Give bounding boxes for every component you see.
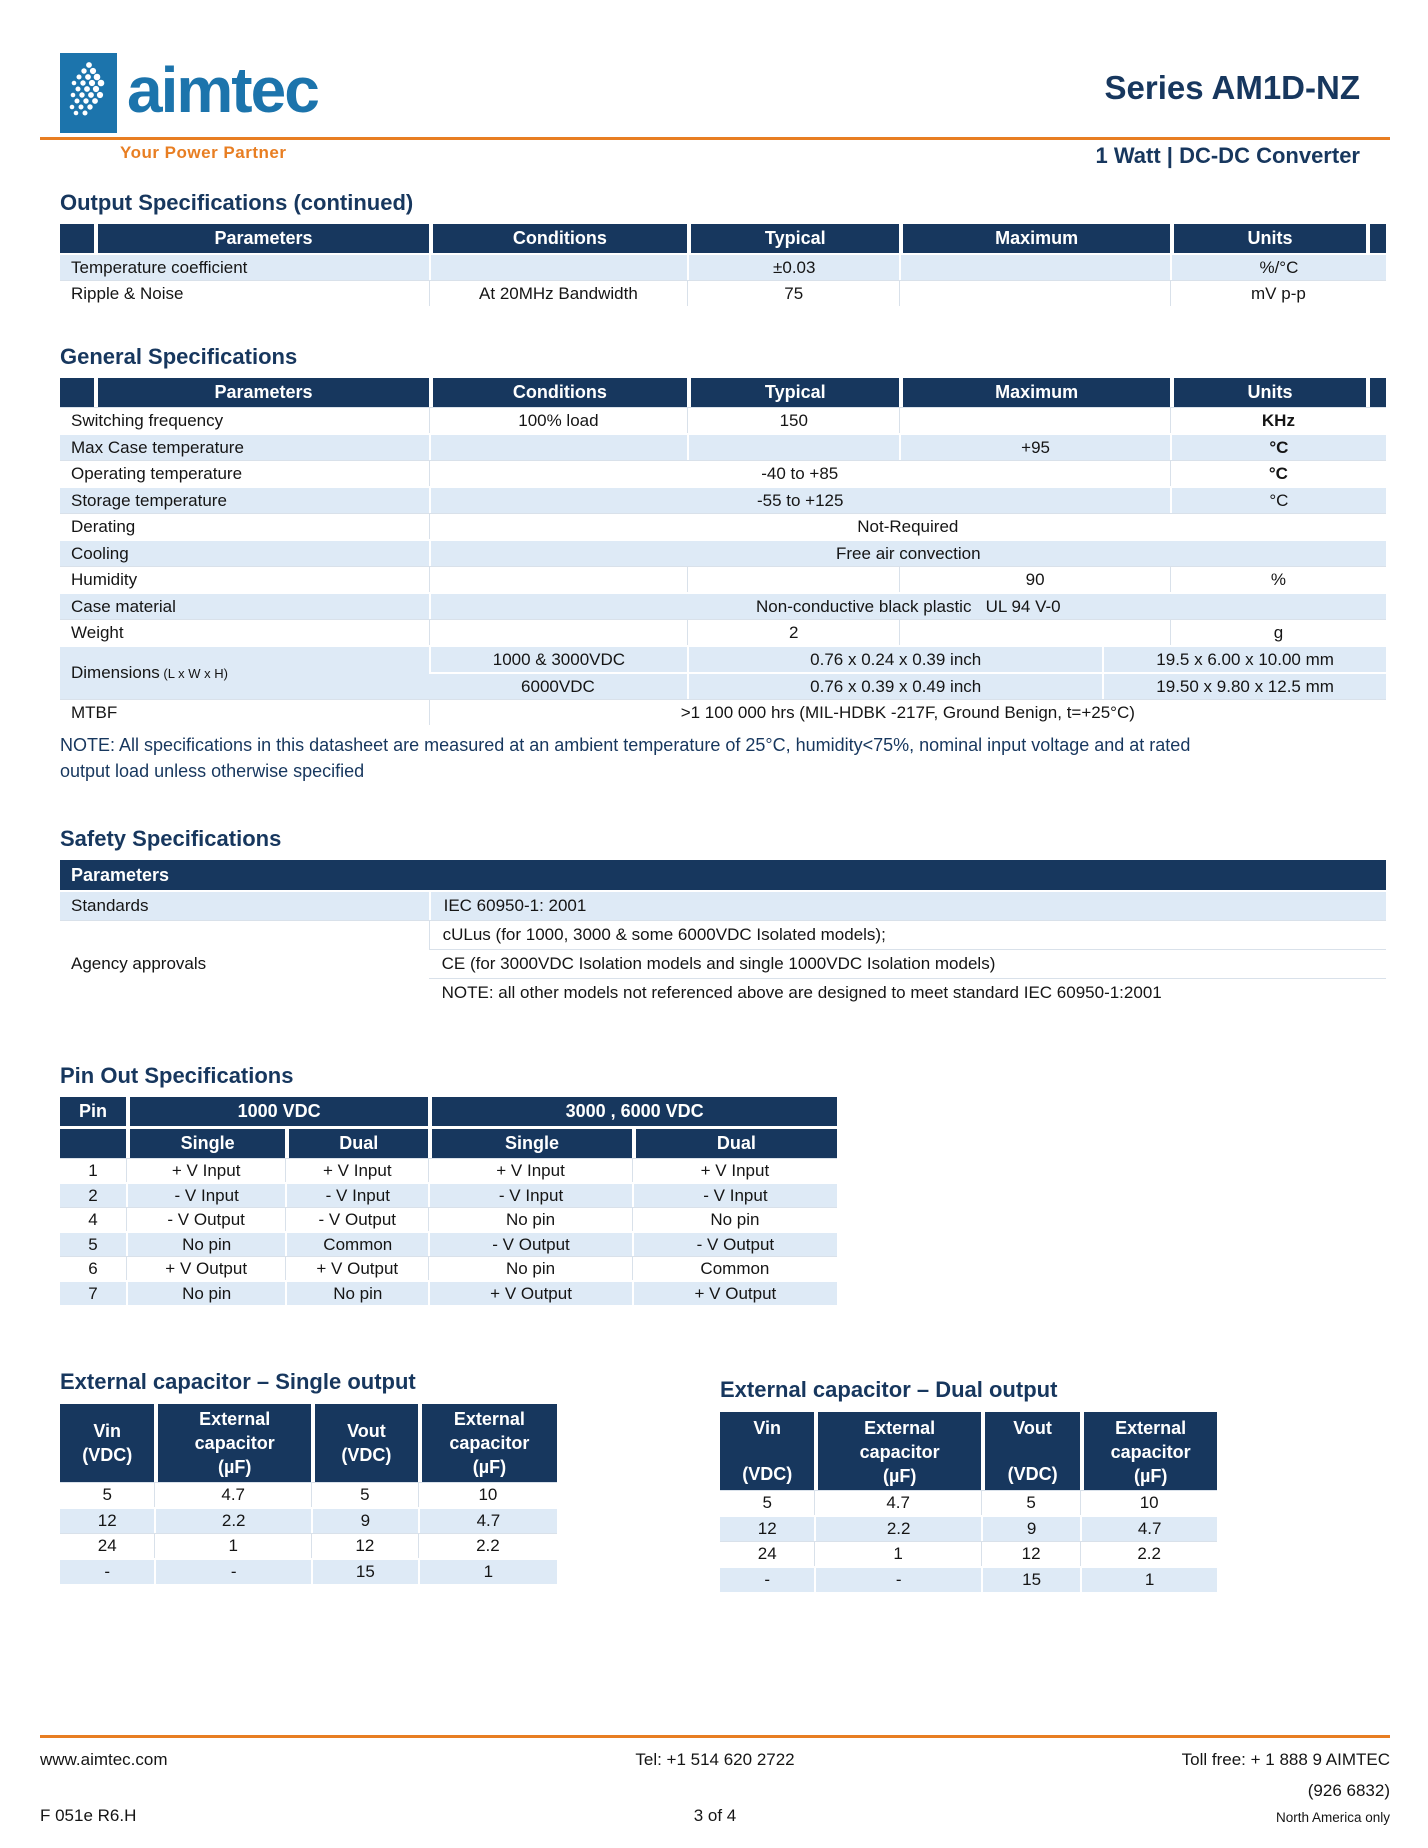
- section-title-cap-dual: External capacitor – Dual output: [720, 1377, 1058, 1402]
- value-cell: 10: [418, 1482, 557, 1507]
- col-header: [814, 1412, 980, 1490]
- table-row: [60, 539, 1386, 566]
- pin-function-cell: + V Input: [632, 1158, 837, 1182]
- value-cell: [899, 619, 1170, 645]
- footer-tel: Tel: +1 514 620 2722: [635, 1750, 795, 1769]
- section-title-cap-single: External capacitor – Single output: [60, 1369, 416, 1394]
- aimtec-logo: [60, 53, 318, 138]
- table-row: [60, 407, 1386, 433]
- pin-number-cell: 2: [60, 1182, 126, 1207]
- value-cell: NOTE: all other models not referenced above are designed to meet standard IEC 60950-1:2001: [429, 978, 1386, 1007]
- value-cell: -: [814, 1566, 980, 1592]
- param-cell: Standards: [60, 890, 429, 920]
- value-cell: [899, 280, 1170, 306]
- footer-doc-ref: F 051e R6.H: [40, 1806, 137, 1825]
- col-header-single-3000: Single: [428, 1126, 632, 1158]
- value-cell: %: [1170, 566, 1386, 592]
- col-header: [311, 1404, 418, 1482]
- value-cell: cULus (for 1000, 3000 & some 6000VDC Isolated models);: [429, 920, 1386, 949]
- header-line: Vin: [93, 1421, 122, 1441]
- value-cell: 1: [814, 1541, 980, 1566]
- table-header-row: [60, 378, 1386, 407]
- value-cell: -: [60, 1558, 154, 1584]
- col-header: [418, 1404, 557, 1482]
- param-cell: Ripple & Noise: [60, 280, 429, 306]
- table-row: [60, 645, 1386, 672]
- header-line: (VDC): [82, 1445, 133, 1465]
- pin-function-cell: No pin: [428, 1256, 632, 1280]
- pin-number-cell: 1: [60, 1158, 126, 1182]
- value-cell: [429, 433, 688, 460]
- value-cell: 4.7: [154, 1482, 311, 1507]
- param-cell: Operating temperature: [60, 460, 429, 486]
- col-header: [154, 1404, 311, 1482]
- value-cell: 15: [311, 1558, 418, 1584]
- table-row: [60, 253, 1386, 280]
- col-header-typical: Typical: [687, 224, 899, 253]
- value-cell: -55 to +125: [429, 486, 1170, 513]
- param-cell: Agency approvals: [60, 920, 429, 1007]
- col-header-dual-1000: Dual: [285, 1126, 428, 1158]
- page-header: [60, 0, 1386, 176]
- footer-left: [40, 1750, 490, 1826]
- value-cell: 5: [720, 1490, 814, 1515]
- value-cell: °C: [1170, 460, 1386, 486]
- header-line: (VDC): [341, 1445, 392, 1465]
- table-row: [60, 1207, 837, 1231]
- pin-function-cell: - V Input: [126, 1182, 285, 1207]
- pin-function-cell: + V Output: [428, 1280, 632, 1305]
- header-lines: [987, 1416, 1078, 1486]
- safety-specs-table: [60, 860, 1386, 1007]
- header-spacer: [60, 224, 94, 253]
- table-row: [720, 1566, 1217, 1592]
- table-row: [60, 592, 1386, 619]
- value-cell: -: [154, 1558, 311, 1584]
- value-cell: At 20MHz Bandwidth: [429, 280, 688, 306]
- pin-function-cell: - V Output: [428, 1231, 632, 1256]
- value-cell: 24: [60, 1533, 154, 1558]
- table-row: [60, 280, 1386, 306]
- value-cell: 12: [60, 1507, 154, 1533]
- value-cell: 4.7: [814, 1490, 980, 1515]
- value-cell: mV p-p: [1170, 280, 1386, 306]
- pin-function-cell: + V Output: [285, 1256, 428, 1280]
- section-title-pinout: Pin Out Specifications: [60, 1063, 294, 1088]
- header-line: External: [199, 1409, 271, 1429]
- header-lines: [424, 1408, 555, 1478]
- param-cell: Switching frequency: [60, 407, 429, 433]
- value-cell: 19.50 x 9.80 x 12.5 mm: [1102, 672, 1386, 699]
- param-cell: Max Case temperature: [60, 433, 429, 460]
- pin-number-cell: 5: [60, 1231, 126, 1256]
- value-cell: 2.2: [154, 1507, 311, 1533]
- header-line: External: [453, 1409, 525, 1429]
- table-subheader-row: [60, 1126, 837, 1158]
- table-row: [60, 619, 1386, 645]
- table-row: [60, 486, 1386, 513]
- table-header-row: [60, 1097, 837, 1126]
- value-cell: 100% load: [429, 407, 688, 433]
- general-specs-table: [60, 378, 1386, 725]
- pin-function-cell: + V Output: [632, 1280, 837, 1305]
- header-lines: [722, 1416, 812, 1486]
- col-header-parameters: Parameters: [60, 860, 1386, 890]
- value-cell: IEC 60950-1: 2001: [429, 890, 1386, 920]
- pin-function-cell: - V Output: [632, 1231, 837, 1256]
- header-line: capacitor: [194, 1433, 275, 1453]
- value-cell: Free air convection: [429, 539, 1386, 566]
- pin-number-cell: 6: [60, 1256, 126, 1280]
- value-cell: 5: [311, 1482, 418, 1507]
- pin-function-cell: + V Input: [428, 1158, 632, 1182]
- col-header-dual-3000: Dual: [632, 1126, 837, 1158]
- table-row: [720, 1541, 1217, 1566]
- value-cell: 2.2: [814, 1515, 980, 1541]
- pin-function-cell: - V Input: [428, 1182, 632, 1207]
- header-line: (µF): [472, 1457, 507, 1477]
- table-header-row: [60, 860, 1386, 890]
- value-cell: [899, 407, 1170, 433]
- table-row: [60, 1256, 837, 1280]
- param-cell: Weight: [60, 619, 429, 645]
- header-line: External: [1115, 1418, 1187, 1438]
- value-cell: 5: [60, 1482, 154, 1507]
- value-cell: 1000 & 3000VDC: [429, 645, 688, 672]
- value-cell: 2.2: [1080, 1541, 1217, 1566]
- value-cell: [899, 253, 1170, 280]
- pin-function-cell: + V Input: [285, 1158, 428, 1182]
- table-row: [60, 460, 1386, 486]
- value-cell: 1: [1080, 1566, 1217, 1592]
- value-cell: 0.76 x 0.24 x 0.39 inch: [687, 645, 1102, 672]
- value-cell: °C: [1170, 486, 1386, 513]
- value-cell: 5: [981, 1490, 1080, 1515]
- value-cell: %/°C: [1170, 253, 1386, 280]
- logo-wordmark: aimtec: [127, 54, 318, 126]
- header-line: External: [864, 1418, 936, 1438]
- header-line: Vout: [347, 1421, 386, 1441]
- value-cell: 10: [1080, 1490, 1217, 1515]
- value-cell: 9: [981, 1515, 1080, 1541]
- table-row: [60, 1507, 557, 1533]
- param-cell: Cooling: [60, 539, 429, 566]
- pin-function-cell: + V Input: [126, 1158, 285, 1182]
- header-spacer: [60, 378, 94, 407]
- footer-region: North America only: [1275, 1810, 1390, 1825]
- header-line: Vin: [753, 1418, 782, 1438]
- header-line: capacitor: [449, 1433, 530, 1453]
- value-cell: 15: [981, 1566, 1080, 1592]
- table-row: [60, 1182, 837, 1207]
- cap-single-block: [60, 1369, 557, 1592]
- table-row: [60, 1558, 557, 1584]
- section-title-safety-specs: Safety Specifications: [60, 826, 282, 851]
- footer-right: [940, 1750, 1390, 1826]
- value-cell: 9: [311, 1507, 418, 1533]
- pin-function-cell: - V Output: [126, 1207, 285, 1231]
- page-footer: [40, 1735, 1390, 1826]
- value-cell: °C: [1170, 433, 1386, 460]
- header-spacer: [1366, 224, 1386, 253]
- header-divider: [40, 137, 1390, 140]
- value-cell: 2.2: [418, 1533, 557, 1558]
- table-row: [60, 566, 1386, 592]
- output-specs-table: [60, 224, 1386, 306]
- value-cell: CE (for 3000VDC Isolation models and single 1000VDC Isolation models): [429, 949, 1386, 978]
- table-row: [60, 699, 1386, 725]
- pin-function-cell: No pin: [126, 1231, 285, 1256]
- cap-dual-table: [720, 1412, 1217, 1592]
- col-header-conditions: Conditions: [429, 224, 688, 253]
- value-cell: 2: [687, 619, 899, 645]
- section-title-general-specs: General Specifications: [60, 344, 298, 369]
- param-cell: Humidity: [60, 566, 429, 592]
- pin-number-cell: 4: [60, 1207, 126, 1231]
- header-line: Vout: [1013, 1418, 1052, 1438]
- product-subtitle: 1 Watt | DC-DC Converter: [1095, 143, 1360, 168]
- col-header-units: Units: [1170, 378, 1366, 407]
- value-cell: 0.76 x 0.39 x 0.49 inch: [687, 672, 1102, 699]
- value-cell: 24: [720, 1541, 814, 1566]
- footer-tollfree-number: (926 6832): [1307, 1781, 1390, 1800]
- value-cell: 19.5 x 6.00 x 10.00 mm: [1102, 645, 1386, 672]
- pin-function-cell: + V Output: [126, 1256, 285, 1280]
- series-title: Series AM1D-NZ: [1104, 69, 1360, 106]
- header-line: (µF): [218, 1457, 252, 1477]
- header-lines: [160, 1408, 309, 1478]
- col-header-1000vdc: 1000 VDC: [126, 1097, 428, 1126]
- table-header-row: [720, 1412, 1217, 1490]
- col-header-parameters: Parameters: [94, 378, 428, 407]
- header-lines: [1086, 1416, 1215, 1486]
- footer-center: [490, 1750, 940, 1826]
- value-cell: [429, 566, 688, 592]
- table-row: [60, 1280, 837, 1305]
- col-header-single-1000: Single: [126, 1126, 285, 1158]
- cap-dual-block: [720, 1377, 1217, 1592]
- header-spacer: [60, 1126, 126, 1158]
- param-cell: Derating: [60, 513, 429, 539]
- table-header-row: [60, 1404, 557, 1482]
- footer-tollfree: Toll free: + 1 888 9 AIMTEC: [1181, 1750, 1390, 1769]
- pinout-table: [60, 1097, 837, 1305]
- footer-website: www.aimtec.com: [40, 1750, 168, 1769]
- header-spacer: [1366, 378, 1386, 407]
- value-cell: [429, 253, 688, 280]
- general-specs-note: NOTE: All specifications in this datasheet are measured at an ambient temperature of 25°C, humidity<75%, nominal input voltage and at rated output load unless otherwise specified: [60, 735, 1191, 781]
- value-cell: 12: [981, 1541, 1080, 1566]
- col-header-3000-6000vdc: 3000 , 6000 VDC: [428, 1097, 837, 1126]
- table-row: [60, 1533, 557, 1558]
- col-header: [981, 1412, 1080, 1490]
- col-header: [720, 1412, 814, 1490]
- header-line: (µF): [1133, 1466, 1168, 1486]
- value-cell: 90: [899, 566, 1170, 592]
- table-header-row: [60, 224, 1386, 253]
- value-cell: ±0.03: [687, 253, 899, 280]
- header-line: (VDC): [742, 1464, 793, 1484]
- table-row: [60, 1231, 837, 1256]
- pin-function-cell: No pin: [285, 1280, 428, 1305]
- table-row: [60, 1482, 557, 1507]
- table-row: [60, 890, 1386, 920]
- header-lines: [317, 1408, 416, 1478]
- value-cell: >1 100 000 hrs (MIL-HDBK -217F, Ground Benign, t=+25°C): [429, 699, 1386, 725]
- value-cell: 1: [418, 1558, 557, 1584]
- pin-function-cell: Common: [632, 1256, 837, 1280]
- value-cell: [687, 433, 899, 460]
- param-cell-suffix: (L x W x H): [159, 666, 228, 681]
- pin-function-cell: No pin: [126, 1280, 285, 1305]
- value-cell: [687, 566, 899, 592]
- header-line: capacitor: [859, 1442, 940, 1462]
- col-header: [1080, 1412, 1217, 1490]
- value-cell: 12: [311, 1533, 418, 1558]
- footer-page-number: 3 of 4: [693, 1806, 737, 1825]
- pin-function-cell: - V Output: [285, 1207, 428, 1231]
- value-cell: [429, 619, 688, 645]
- param-cell: Storage temperature: [60, 486, 429, 513]
- section-title-output-specs: Output Specifications (continued): [60, 190, 414, 215]
- value-cell: 4.7: [1080, 1515, 1217, 1541]
- table-row: [60, 513, 1386, 539]
- header-line: (µF): [882, 1466, 917, 1486]
- col-header-conditions: Conditions: [429, 378, 688, 407]
- col-header-pin: Pin: [60, 1097, 126, 1126]
- pin-function-cell: No pin: [428, 1207, 632, 1231]
- value-cell: +95: [899, 433, 1170, 460]
- param-cell: MTBF: [60, 699, 429, 725]
- value-cell: 150: [687, 407, 899, 433]
- table-row: [60, 920, 1386, 949]
- col-header-typical: Typical: [687, 378, 899, 407]
- pin-function-cell: No pin: [632, 1207, 837, 1231]
- value-cell: -40 to +85: [429, 460, 1170, 486]
- value-cell: g: [1170, 619, 1386, 645]
- header-lines: [820, 1416, 978, 1486]
- pin-function-cell: - V Input: [285, 1182, 428, 1207]
- value-cell: 6000VDC: [429, 672, 688, 699]
- col-header: [60, 1404, 154, 1482]
- table-row: [60, 1158, 837, 1182]
- logo-tagline: Your Power Partner: [120, 143, 287, 162]
- value-cell: 1: [154, 1533, 311, 1558]
- table-row: [720, 1490, 1217, 1515]
- pin-function-cell: Common: [285, 1231, 428, 1256]
- param-cell: Dimensions (L x W x H): [60, 645, 429, 699]
- pin-number-cell: 7: [60, 1280, 126, 1305]
- value-cell: Non-conductive black plastic UL 94 V-0: [429, 592, 1386, 619]
- value-cell: 4.7: [418, 1507, 557, 1533]
- col-header-maximum: Maximum: [899, 378, 1170, 407]
- table-row: [720, 1515, 1217, 1541]
- table-row: [60, 433, 1386, 460]
- header-line: capacitor: [1110, 1442, 1191, 1462]
- header-lines: [62, 1408, 152, 1478]
- value-cell: 75: [687, 280, 899, 306]
- pin-function-cell: - V Input: [632, 1182, 837, 1207]
- header-line: (VDC): [1007, 1464, 1058, 1484]
- logo-mark-icon: [60, 53, 117, 138]
- col-header-units: Units: [1170, 224, 1366, 253]
- param-cell: Temperature coefficient: [60, 253, 429, 280]
- value-cell: KHz: [1170, 407, 1386, 433]
- col-header-parameters: Parameters: [94, 224, 428, 253]
- value-cell: 12: [720, 1515, 814, 1541]
- value-cell: -: [720, 1566, 814, 1592]
- cap-single-table: [60, 1404, 557, 1584]
- value-cell: Not-Required: [429, 513, 1386, 539]
- param-cell: Case material: [60, 592, 429, 619]
- col-header-maximum: Maximum: [899, 224, 1170, 253]
